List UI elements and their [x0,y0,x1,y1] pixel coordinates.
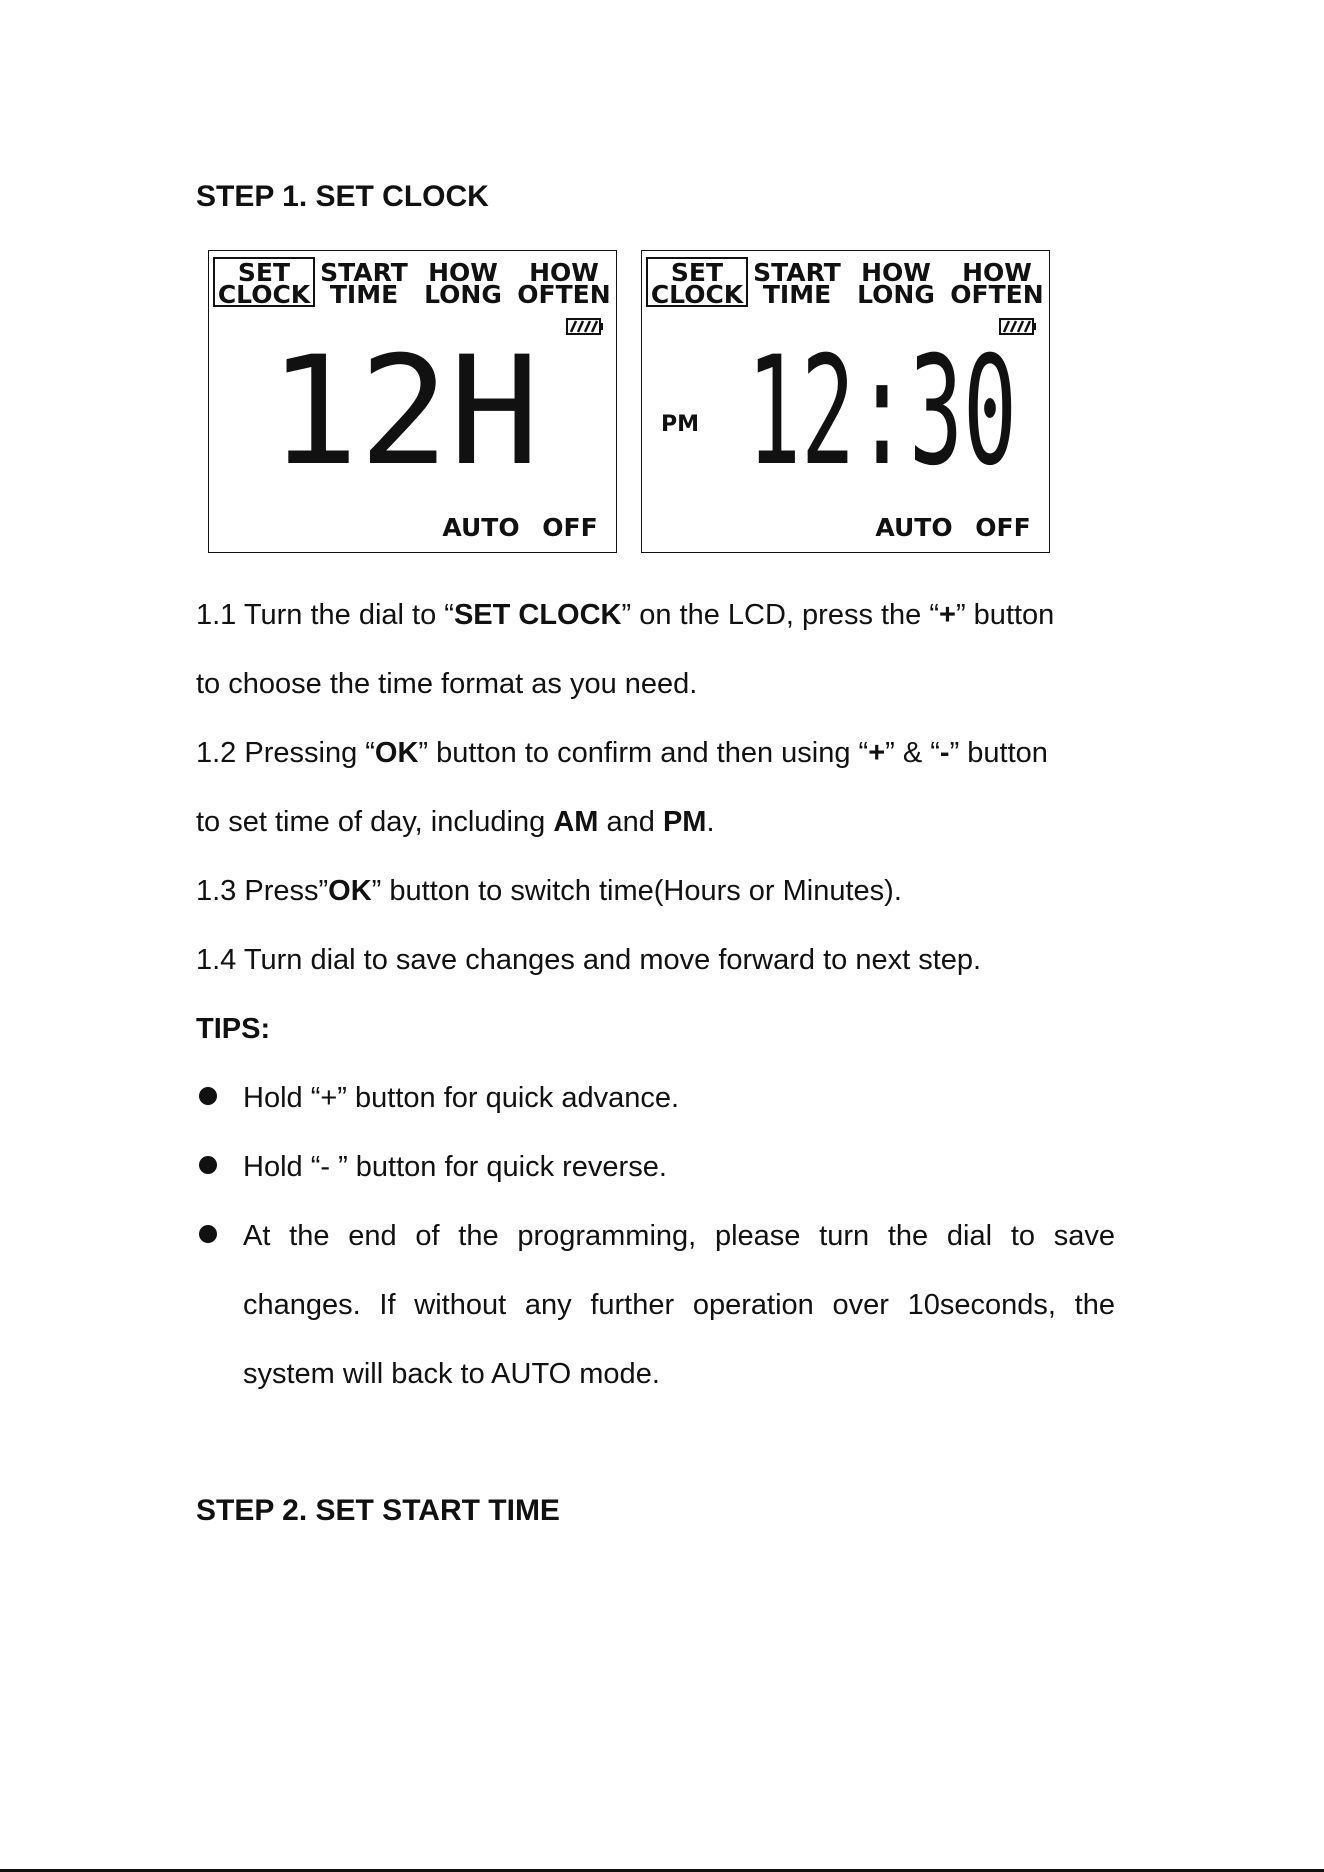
label-off: OFF [542,513,598,542]
instruction-1-3: 1.3 Press”OK” button to switch time(Hours or Minutes). [196,875,902,907]
bullet-icon [199,1087,217,1105]
label-clock: CLOCK [650,280,744,309]
step1-heading: STEP 1. SET CLOCK [196,180,489,213]
label-long: LONG [424,280,502,309]
label-start: START [320,258,408,287]
battery-icon [567,319,603,334]
tips-heading: TIPS: [196,1013,271,1045]
label-set: SET [237,258,291,287]
label-how: HOW [428,258,498,287]
label-often: OFTEN [950,280,1044,309]
label-clock: CLOCK [217,280,311,309]
label-time: TIME [762,280,832,309]
step2-heading: STEP 2. SET START TIME [196,1494,560,1527]
bullet-icon [199,1225,217,1243]
lcd-display-12h [208,250,617,553]
lcd-screen [209,251,618,554]
label-set: SET [670,258,724,287]
instruction-1-2-cont: to set time of day, including AM and PM. [196,806,715,838]
tip-3-line-1: At the end of the programming, please turn the dial to save [243,1220,1115,1252]
lcd-screen [642,251,1051,554]
label-auto: AUTO [875,513,953,542]
label-how-2: HOW [962,258,1032,287]
instruction-1-2: 1.2 Pressing “OK” button to confirm and then using “+” & “-” button [196,737,1048,769]
label-how-2: HOW [529,258,599,287]
tip-3-line-2: changes. If without any further operation over 10seconds, the [243,1289,1115,1321]
instruction-1-1: 1.1 Turn the dial to “SET CLOCK” on the LCD, press the “+” button [196,599,1055,631]
lcd-main-readout: 12H [268,325,540,499]
tip-2: Hold “- ” button for quick reverse. [243,1151,667,1183]
pm-indicator: PM [660,412,700,437]
label-auto: AUTO [442,513,520,542]
tip-1: Hold “+” button for quick advance. [243,1082,680,1114]
label-how: HOW [861,258,931,287]
label-start: START [753,258,841,287]
label-time: TIME [329,280,399,309]
lcd-display-1230 [641,250,1050,553]
bullet-icon [199,1156,217,1174]
label-long: LONG [857,280,935,309]
lcd-main-readout: 12:30 [747,325,1017,499]
tip-3-line-3: system will back to AUTO mode. [243,1358,660,1390]
label-often: OFTEN [517,280,611,309]
label-off: OFF [975,513,1031,542]
instruction-1-1-cont: to choose the time format as you need. [196,668,698,700]
instruction-1-4: 1.4 Turn dial to save changes and move forward to next step. [196,944,982,976]
